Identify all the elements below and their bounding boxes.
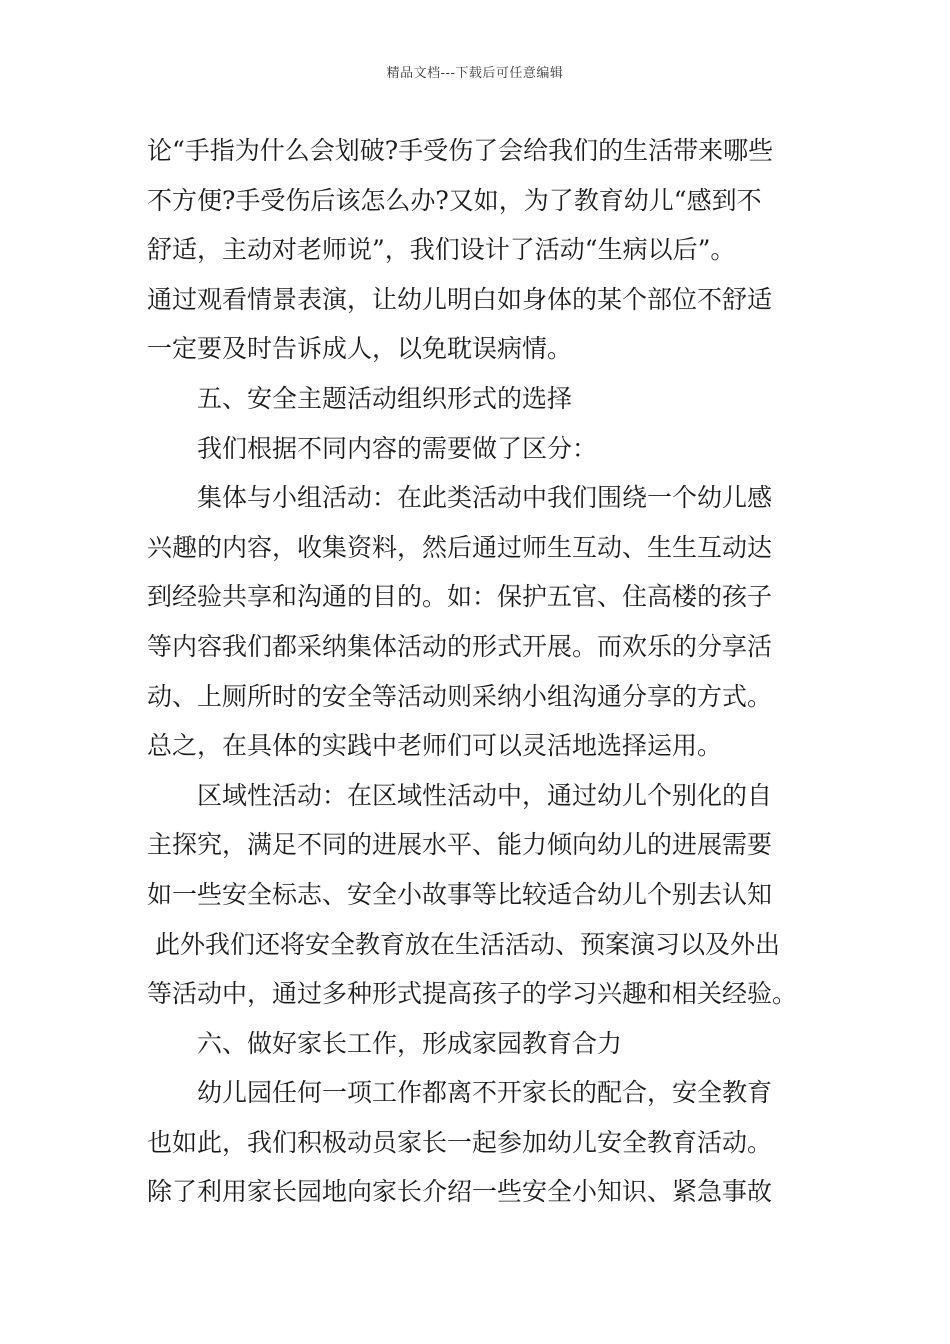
text-line: 幼儿园任何一项工作都离不开家长的配合，安全教育 <box>197 1078 773 1108</box>
text-line: 一定要及时告诉成人，以免耽误病情。 <box>147 334 573 364</box>
text-line: 主探究，满足不同的进展水平、能力倾向幼儿的进展需要 <box>147 830 773 860</box>
text-line: 我们根据不同内容的需要做了区分： <box>197 433 598 463</box>
text-line: 兴趣的内容，收集资料，然后通过师生互动、生生互动达 <box>147 532 773 562</box>
text-line: 不方便?手受伤后该怎么办?又如，为了教育幼儿“感到不 <box>147 185 762 215</box>
section-heading: 六、做好家长工作，形成家园教育合力 <box>197 1028 623 1058</box>
text-line: 区域性活动：在区域性活动中，通过幼儿个别化的自 <box>197 780 773 810</box>
text-line: 到经验共享和沟通的目的。如：保护五官、住高楼的孩子 <box>147 582 773 612</box>
text-line: 等活动中，通过多种形式提高孩子的学习兴趣和相关经验。 <box>147 979 798 1009</box>
page-header: 精品文档---下载后可任意编辑 <box>386 66 564 81</box>
text-line: 集体与小组活动：在此类活动中我们围绕一个幼儿感 <box>197 483 773 513</box>
text-line: 此外我们还将安全教育放在生活活动、预案演习以及外出 <box>147 929 780 959</box>
document-body <box>147 126 812 1217</box>
text-line: 也如此，我们积极动员家长一起参加幼儿安全教育活动。 <box>147 1127 773 1157</box>
section-heading: 五、安全主题活动组织形式的选择 <box>197 383 573 413</box>
text-line: 动、上厕所时的安全等活动则采纳小组沟通分享的方式。 <box>147 681 773 711</box>
text-line: 论“手指为什么会划破?手受伤了会给我们的生活带来哪些 <box>147 136 774 165</box>
text-line: 如一些安全标志、安全小故事等比较适合幼儿个别去认知 <box>147 879 773 909</box>
text-line: 舒适，主动对老师说”，我们设计了活动“生病以后”。 <box>147 235 736 265</box>
text-line: 除了利用家长园地向家长介绍一些安全小知识、紧急事故 <box>147 1177 773 1207</box>
text-line: 总之，在具体的实践中老师们可以灵活地选择运用。 <box>147 731 723 761</box>
text-line: 通过观看情景表演，让幼儿明白如身体的某个部位不舒适 <box>147 284 773 314</box>
text-line: 等内容我们都采纳集体活动的形式开展。而欢乐的分享活 <box>147 631 773 661</box>
